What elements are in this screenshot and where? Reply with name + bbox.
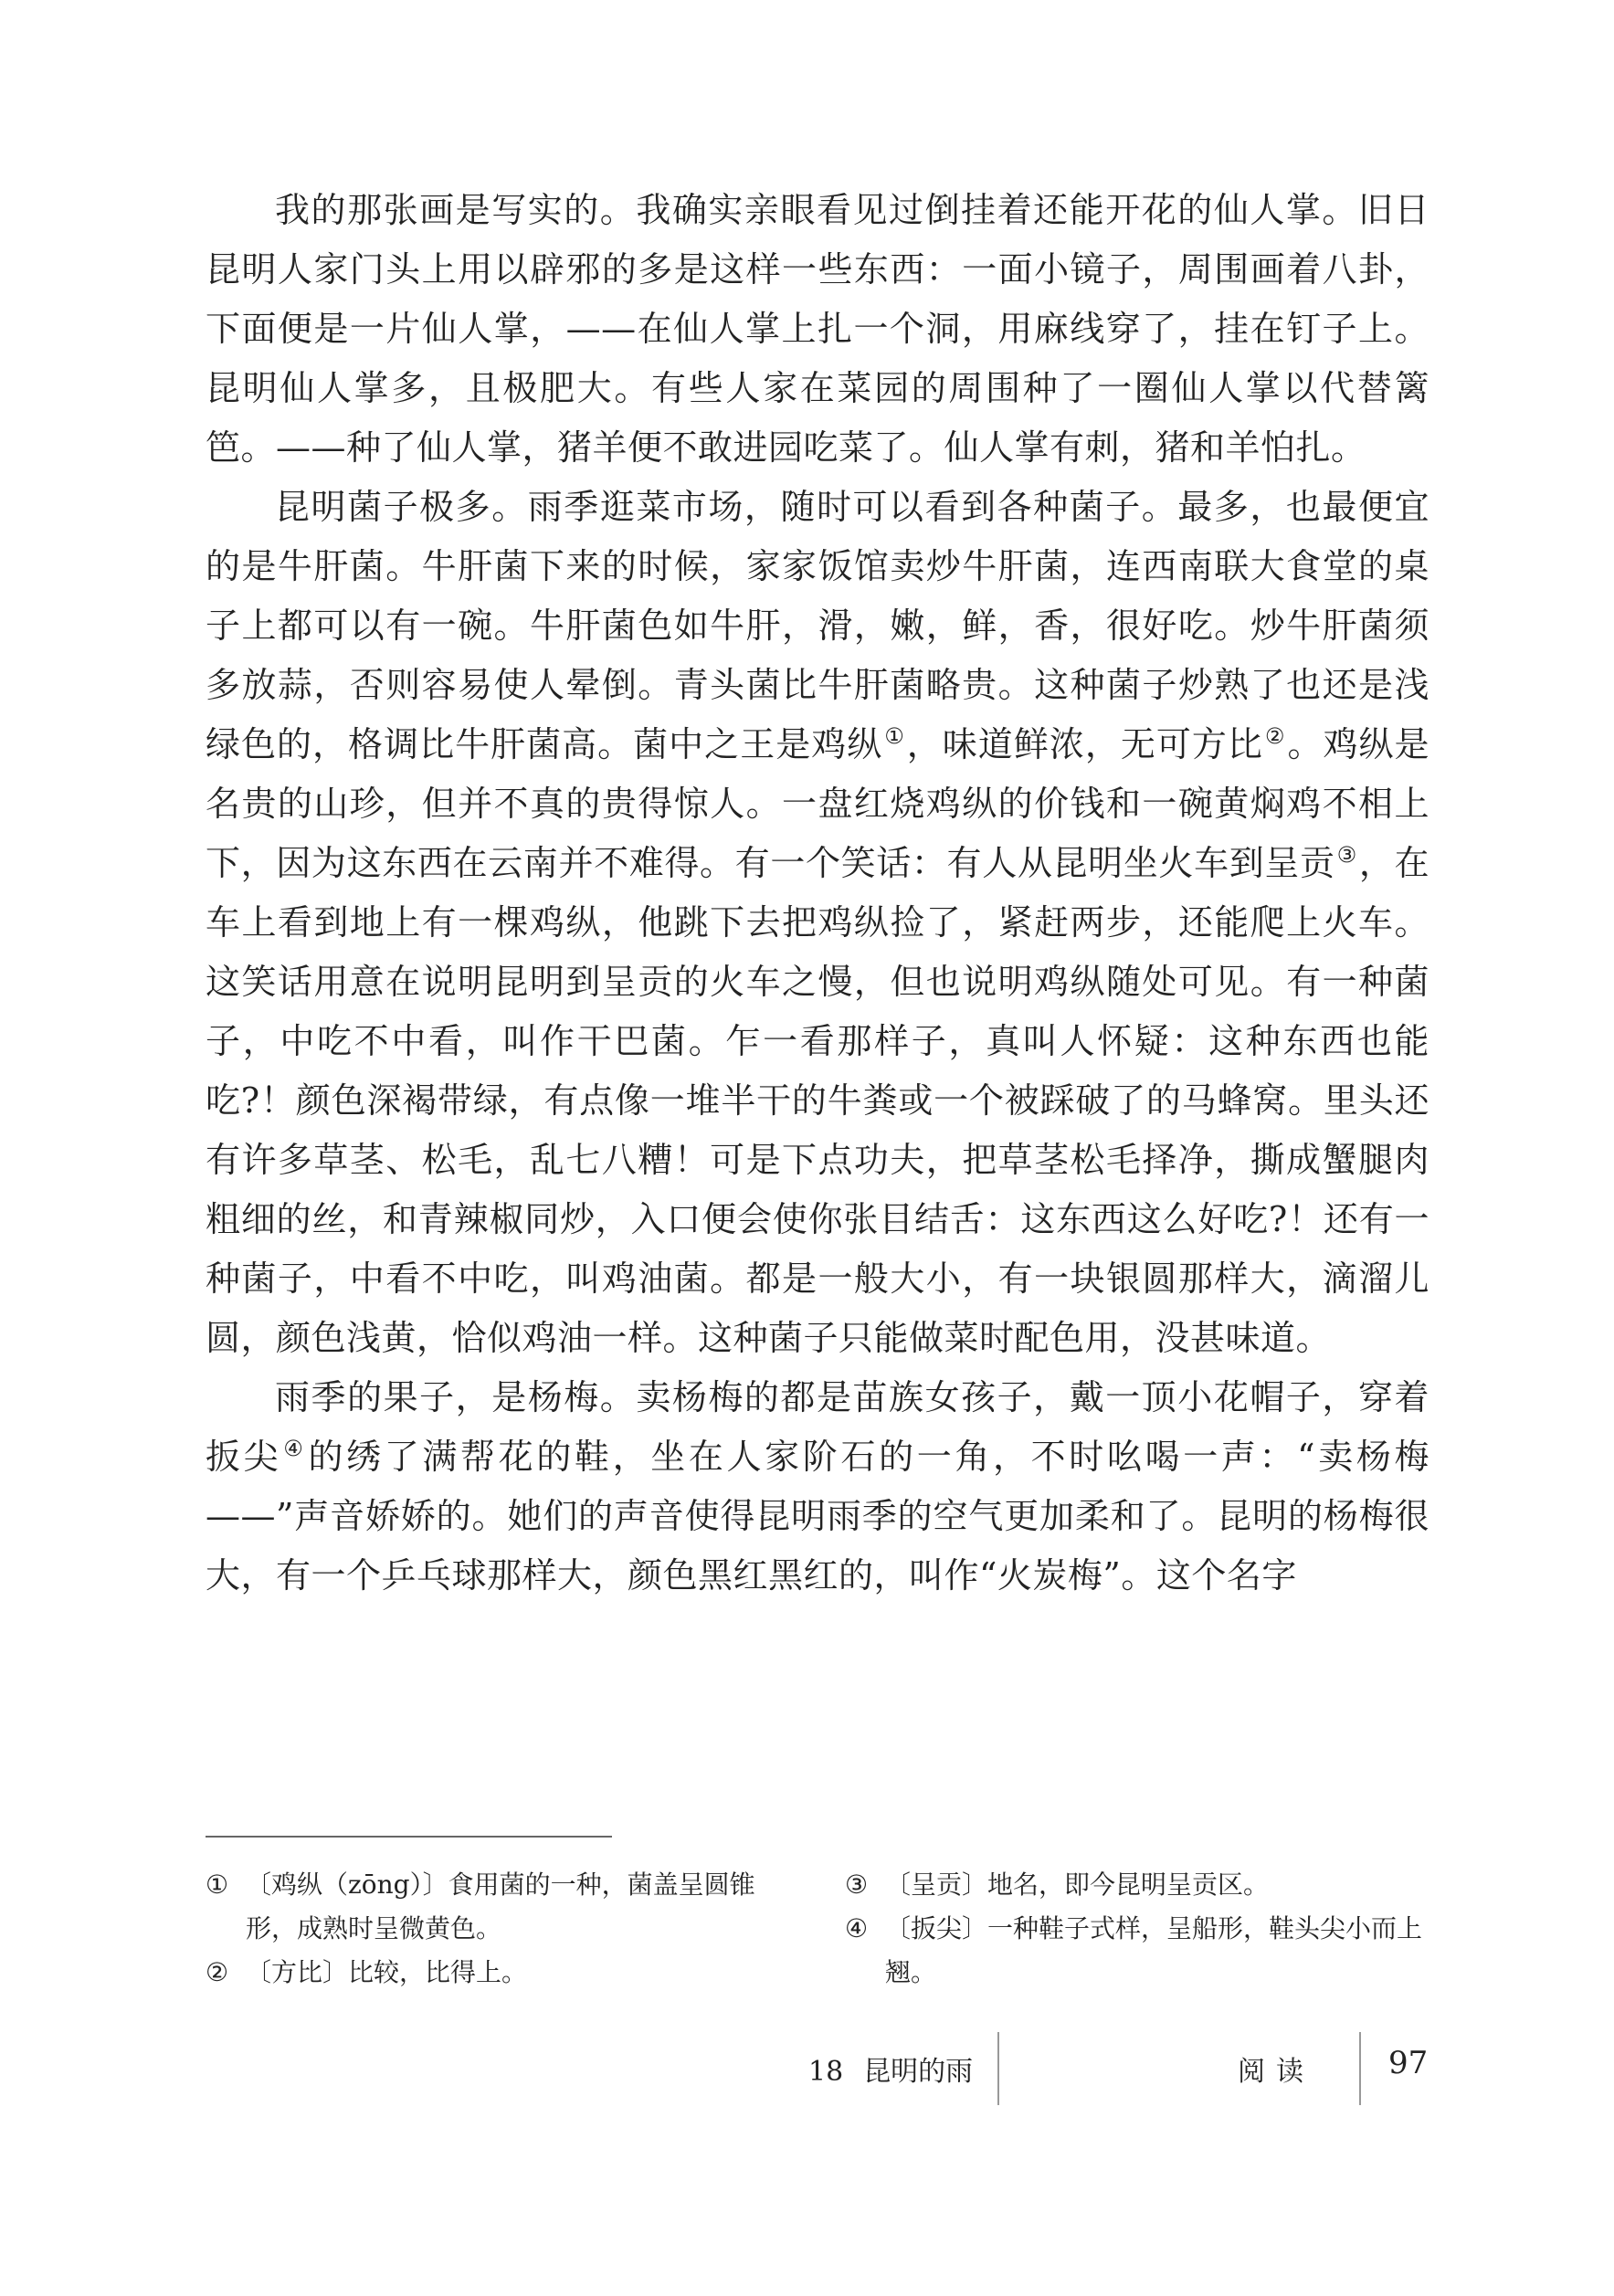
footnote-number: ④ — [845, 1913, 869, 1943]
footer-divider — [997, 2032, 999, 2105]
lesson-title: 昆明的雨 — [863, 2056, 974, 2088]
footnote-text: 〔鸡纵（zōng）〕食用菌的一种，菌盖呈圆锥形，成熟时呈微黄色。 — [246, 1869, 755, 1943]
footnote-marker: ① — [884, 723, 905, 750]
page-number: 97 — [1388, 2045, 1429, 2081]
footnote-text: 〔呈贡〕地名，即今昆明呈贡区。 — [885, 1869, 1270, 1900]
footer-divider — [1359, 2032, 1361, 2105]
paragraph-2 — [206, 478, 1429, 1368]
footnote-text: 〔方比〕比较，比得上。 — [246, 1957, 528, 1987]
footnote-divider — [206, 1836, 612, 1838]
text-run: 雨季的果子，是杨梅。卖杨梅的都是苗族女孩子，戴一顶小花帽子，穿着扳尖 — [206, 1377, 1429, 1477]
lesson-heading — [808, 2048, 973, 2089]
footnote-4 — [845, 1907, 1429, 1995]
page-footer — [0, 2032, 1614, 2105]
text-run: 的绣了满帮花的鞋，坐在人家阶石的一角，不时吆喝一声：“卖杨梅——”声音娇娇的。她们的声音使得昆明雨季的空气更加柔和了。昆明的杨梅很大，有一个乒乓球那样大，颜色黑红黑红的，叫作“火炭梅”。这个名字 — [206, 1437, 1430, 1596]
body-text — [206, 181, 1429, 1606]
lesson-number: 18 — [808, 2056, 844, 2088]
section-label: 阅读 — [1238, 2056, 1314, 2088]
footnote-number: ① — [206, 1869, 229, 1900]
footnote-2 — [206, 1951, 790, 1995]
footnotes-left-column — [206, 1863, 790, 1995]
footnote-1 — [206, 1863, 790, 1951]
footnote-text: 〔扳尖〕一种鞋子式样，呈船形，鞋头尖小而上翘。 — [885, 1913, 1423, 1987]
footnote-3 — [845, 1863, 1429, 1907]
text-run: ，味道鲜浓，无可方比 — [906, 724, 1263, 764]
text-run: ，在车上看到地上有一棵鸡纵，他跳下去把鸡纵捡了，紧赶两步，还能爬上火车。这笑话用意在说明昆明到呈贡的火车之慢，但也说明鸡纵随处可见。有一种菌子，中吃不中看，叫作干巴菌。乍一看那样子，真叫人怀疑：这种东西也能吃?！颜色深褐带绿，有点像一堆半干的牛粪或一个被踩破了的马蜂窝。里头还有许多草茎、松毛，乱七八糟！可是下点功夫，把草茎松毛择净，撕成蟹腿肉粗细的丝，和青辣椒同炒，入口便会使你张目结舌：这东西这么好吃?！还有一种菌子，中看不中吃，叫鸡油菌。都是一般大小，有一块银圆那样大，滴溜儿圆，颜色浅黄，恰似鸡油一样。这种菌子只能做菜时配色用，没甚味道。 — [206, 843, 1429, 1358]
footnote-marker: ② — [1264, 723, 1286, 750]
paragraph-1 — [206, 181, 1429, 478]
footnote-marker: ④ — [283, 1436, 307, 1462]
footnote-marker: ③ — [1336, 842, 1357, 869]
footnote-number: ③ — [845, 1869, 869, 1900]
footnote-number: ② — [206, 1957, 229, 1987]
paragraph-3 — [206, 1368, 1429, 1606]
text-run: 。鸡纵是名贵的山珍，但并不真的贵得惊人。一盘红烧鸡纵的价钱和一碗黄焖鸡不相上下，因为这东西在云南并不难得。有一个笑话：有人从昆明坐火车到呈贡 — [206, 724, 1429, 883]
text-run: 我的那张画是写实的。我确实亲眼看见过倒挂着还能开花的仙人掌。旧日昆明人家门头上用以辟邪的多是这样一些东西：一面小镜子，周围画着八卦，下面便是一片仙人掌，——在仙人掌上扎一个洞，用麻线穿了，挂在钉子上。昆明仙人掌多，且极肥大。有些人家在菜园的周围种了一圈仙人掌以代替篱笆。——种了仙人掌，猪羊便不敢进园吃菜了。仙人掌有刺，猪和羊怕扎。 — [206, 190, 1429, 468]
text-run: 昆明菌子极多。雨季逛菜市场，随时可以看到各种菌子。最多，也最便宜的是牛肝菌。牛肝菌下来的时候，家家饭馆卖炒牛肝菌，连西南联大食堂的桌子上都可以有一碗。牛肝菌色如牛肝，滑，嫩，鲜，香，很好吃。炒牛肝菌须多放蒜，否则容易使人晕倒。青头菌比牛肝菌略贵。这种菌子炒熟了也还是浅绿色的，格调比牛肝菌高。菌中之王是鸡纵 — [206, 487, 1429, 764]
footnotes-right-column — [845, 1863, 1429, 1995]
